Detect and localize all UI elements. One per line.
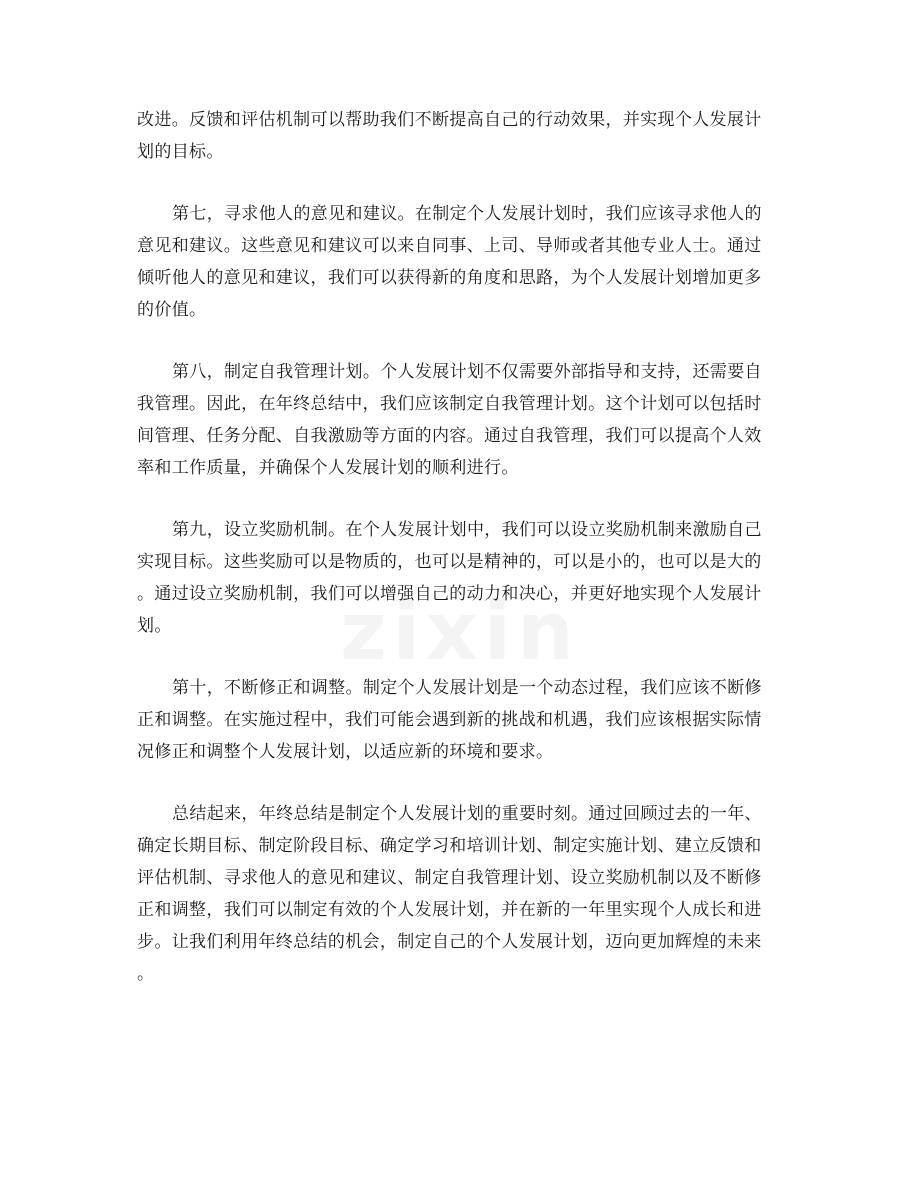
text-line: 第八，制定自我管理计划。个人发展计划不仅需要外部指导和支持，还需要自 [172, 362, 762, 382]
text-line: 倾听他人的意见和建议，我们可以获得新的角度和思路，为个人发展计划增加更多 [137, 268, 762, 288]
text-line: 况修正和调整个人发展计划，以适应新的环境和要求。 [137, 742, 554, 762]
text-line: 划。 [137, 616, 172, 636]
paragraph-seventh [137, 198, 797, 326]
text-line: 确定长期目标、制定阶段目标、确定学习和培训计划、制定实施计划、建立反馈和 [137, 836, 762, 856]
text-line: 评估机制、寻求他人的意见和建议、制定自我管理计划、设立奖励机制以及不断修 [137, 868, 762, 888]
body-text [137, 104, 797, 1020]
text-line: 实现目标。这些奖励可以是物质的，也可以是精神的，可以是小的，也可以是大的 [137, 552, 762, 572]
text-line: 第十，不断修正和调整。制定个人发展计划是一个动态过程，我们应该不断修 [172, 678, 762, 698]
text-line: 。通过设立奖励机制，我们可以增强自己的动力和决心，并更好地实现个人发展计 [137, 584, 762, 604]
text-line: 。 [137, 964, 155, 984]
paragraph-summary [137, 798, 797, 990]
paragraph-tenth [137, 672, 797, 768]
text-line: 正和调整，我们可以制定有效的个人发展计划，并在新的一年里实现个人成长和进 [137, 900, 762, 920]
text-line: 总结起来，年终总结是制定个人发展计划的重要时刻。通过回顾过去的一年、 [172, 804, 762, 824]
text-line: 意见和建议。这些意见和建议可以来自同事、上司、导师或者其他专业人士。通过 [137, 236, 762, 256]
paragraph-ninth [137, 514, 797, 642]
text-line: 我管理。因此，在年终总结中，我们应该制定自我管理计划。这个计划可以包括时 [137, 394, 762, 414]
text-line: 改进。反馈和评估机制可以帮助我们不断提高自己的行动效果，并实现个人发展计 [137, 110, 762, 130]
paragraph-eighth [137, 356, 797, 484]
text-line: 第七，寻求他人的意见和建议。在制定个人发展计划时，我们应该寻求他人的 [172, 204, 762, 224]
text-line: 间管理、任务分配、自我激励等方面的内容。通过自我管理，我们可以提高个人效 [137, 426, 762, 446]
text-line: 划的目标。 [137, 142, 224, 162]
paragraph-continuation [137, 104, 797, 168]
text-line: 的价值。 [137, 300, 207, 320]
text-line: 第九，设立奖励机制。在个人发展计划中，我们可以设立奖励机制来激励自己 [172, 520, 762, 540]
text-line: 率和工作质量，并确保个人发展计划的顺利进行。 [137, 458, 519, 478]
text-line: 步。让我们利用年终总结的机会，制定自己的个人发展计划，迈向更加辉煌的未来 [137, 932, 762, 952]
text-line: 正和调整。在实施过程中，我们可能会遇到新的挑战和机遇，我们应该根据实际情 [137, 710, 762, 730]
